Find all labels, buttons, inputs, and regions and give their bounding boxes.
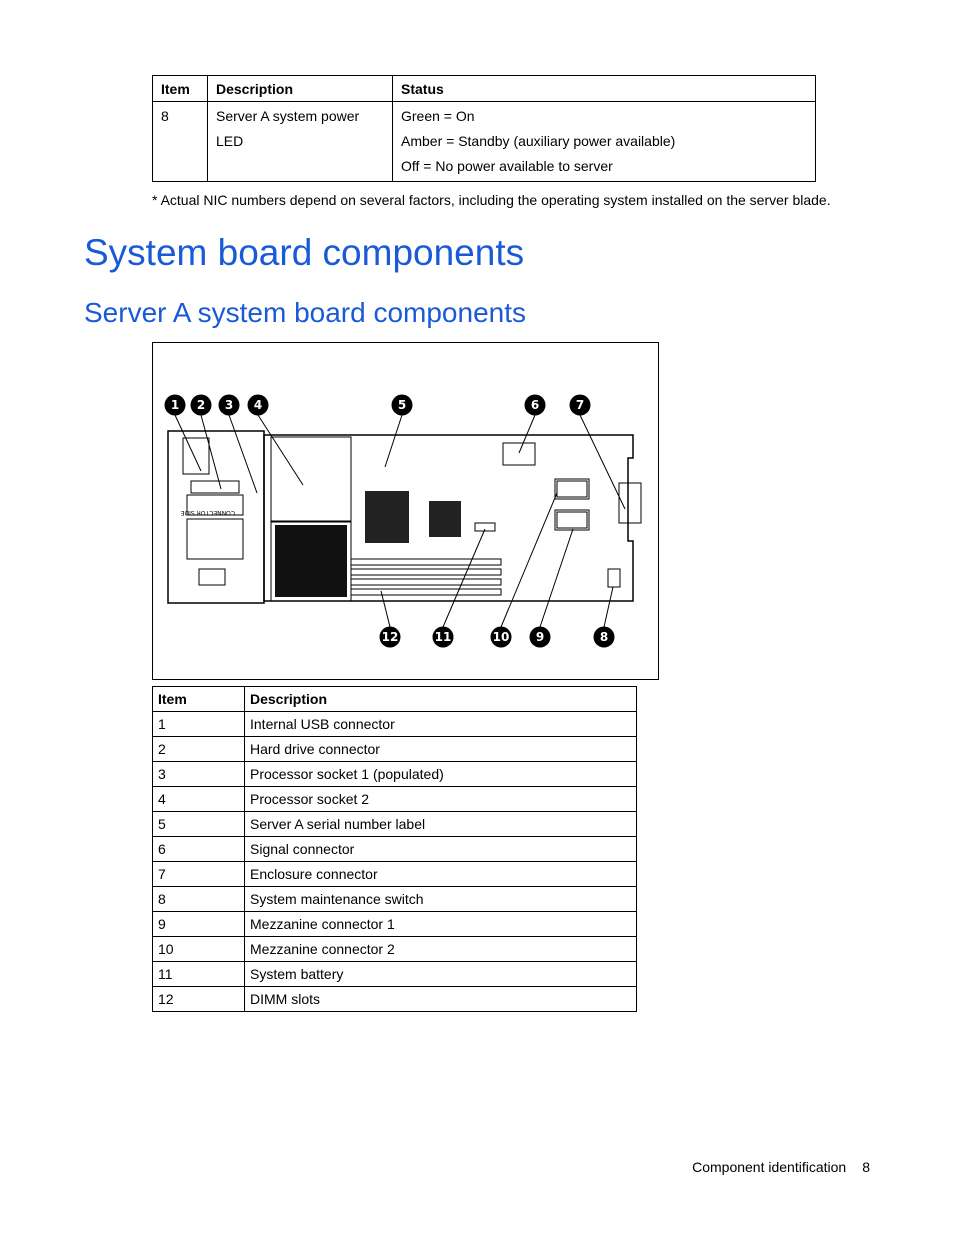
footer-section: Component identification bbox=[692, 1159, 847, 1175]
svg-text:4: 4 bbox=[253, 398, 263, 412]
svg-text:12: 12 bbox=[381, 630, 399, 644]
svg-text:11: 11 bbox=[434, 630, 452, 644]
row-item: 1 bbox=[153, 712, 245, 737]
row-item: 6 bbox=[153, 837, 245, 862]
row-description: DIMM slots bbox=[245, 987, 637, 1012]
status-table-header bbox=[153, 76, 816, 102]
status-off: Off = No power available to server bbox=[401, 158, 613, 174]
table-row bbox=[153, 737, 637, 762]
row-item: 3 bbox=[153, 762, 245, 787]
svg-text:3: 3 bbox=[224, 398, 234, 412]
cell-item: 8 bbox=[153, 102, 208, 182]
header-description: Description bbox=[245, 687, 637, 712]
status-table bbox=[152, 75, 816, 182]
callout-10 bbox=[491, 627, 512, 648]
svg-text:10: 10 bbox=[492, 630, 510, 644]
processor-socket-1-heatsink bbox=[275, 481, 587, 597]
svg-text:5: 5 bbox=[397, 398, 407, 412]
footnote: * Actual NIC numbers depend on several factors, including the operating system installed on the server blade. bbox=[152, 192, 831, 208]
callout-7 bbox=[570, 395, 591, 416]
header-item: Item bbox=[153, 76, 208, 102]
svg-text:9: 9 bbox=[535, 630, 545, 644]
row-description: System battery bbox=[245, 962, 637, 987]
callout-6 bbox=[525, 395, 546, 416]
table-row bbox=[153, 962, 637, 987]
table-row bbox=[153, 987, 637, 1012]
table-row bbox=[153, 712, 637, 737]
row-description: System maintenance switch bbox=[245, 887, 637, 912]
page-footer bbox=[692, 1159, 870, 1175]
table-row bbox=[153, 937, 637, 962]
row-description: Enclosure connector bbox=[245, 862, 637, 887]
items-table bbox=[152, 686, 637, 1012]
row-item: 4 bbox=[153, 787, 245, 812]
table-row bbox=[153, 787, 637, 812]
connector-side-label: CONNECTOR SIDE bbox=[180, 509, 235, 516]
row-item: 10 bbox=[153, 937, 245, 962]
row-description: Processor socket 2 bbox=[245, 787, 637, 812]
row-description: Processor socket 1 (populated) bbox=[245, 762, 637, 787]
status-amber: Amber = Standby (auxiliary power available) bbox=[401, 133, 676, 149]
callout-2 bbox=[191, 395, 212, 416]
row-item: 2 bbox=[153, 737, 245, 762]
row-description: Internal USB connector bbox=[245, 712, 637, 737]
table-row bbox=[153, 912, 637, 937]
status-green: Green = On bbox=[401, 108, 475, 124]
page-title: System board components bbox=[84, 232, 525, 273]
callout-11 bbox=[433, 627, 454, 648]
system-board-diagram bbox=[152, 342, 659, 680]
table-row bbox=[153, 887, 637, 912]
callout-3 bbox=[219, 395, 240, 416]
callout-9 bbox=[530, 627, 551, 648]
row-item: 5 bbox=[153, 812, 245, 837]
header-description: Description bbox=[208, 76, 393, 102]
items-table-header bbox=[153, 687, 637, 712]
row-description: Hard drive connector bbox=[245, 737, 637, 762]
svg-text:2: 2 bbox=[196, 398, 206, 412]
row-item: 8 bbox=[153, 887, 245, 912]
row-item: 9 bbox=[153, 912, 245, 937]
row-description: Signal connector bbox=[245, 837, 637, 862]
row-item: 12 bbox=[153, 987, 245, 1012]
table-row bbox=[153, 102, 816, 182]
table-row bbox=[153, 862, 637, 887]
row-description: Mezzanine connector 1 bbox=[245, 912, 637, 937]
header-status: Status bbox=[393, 76, 816, 102]
table-row bbox=[153, 837, 637, 862]
row-description: Server A serial number label bbox=[245, 812, 637, 837]
svg-text:6: 6 bbox=[530, 398, 540, 412]
table-row bbox=[153, 762, 637, 787]
svg-text:7: 7 bbox=[575, 398, 585, 412]
row-item: 11 bbox=[153, 962, 245, 987]
row-description: Mezzanine connector 2 bbox=[245, 937, 637, 962]
svg-text:8: 8 bbox=[599, 630, 609, 644]
callout-5 bbox=[392, 395, 413, 416]
header-item: Item bbox=[153, 687, 245, 712]
section-title: Server A system board components bbox=[84, 297, 526, 328]
callout-12 bbox=[380, 627, 401, 648]
page-number: 8 bbox=[862, 1159, 870, 1175]
callout-4 bbox=[248, 395, 269, 416]
table-row bbox=[153, 812, 637, 837]
row-item: 7 bbox=[153, 862, 245, 887]
callout-8 bbox=[594, 627, 615, 648]
callout-1 bbox=[165, 395, 186, 416]
svg-text:1: 1 bbox=[170, 398, 180, 412]
cell-status bbox=[393, 102, 816, 182]
cell-description: Server A system power LED bbox=[208, 102, 393, 182]
